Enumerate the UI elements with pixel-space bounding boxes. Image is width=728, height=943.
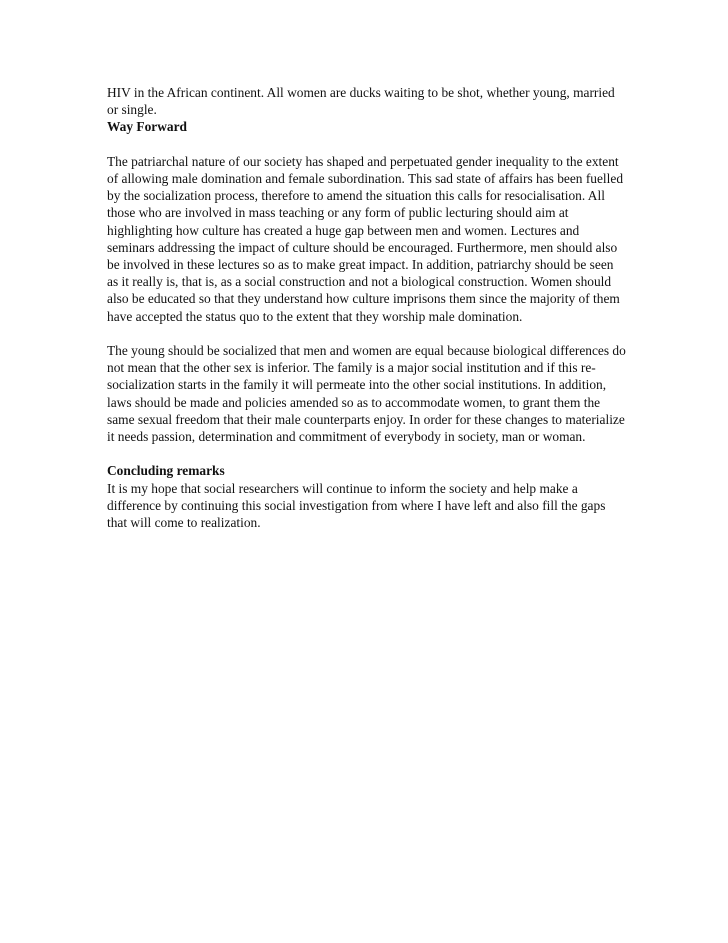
body-paragraph: The young should be socialized that men and women are equal because biological differences do not mean that the other sex is inferior. The family is a major social institution and if this re-socialization starts in the family it will permeate into the other social institutions. In addition, laws should be made and policies amended so as to accommodate women, to grant them the same sexual freedom that their male counterparts enjoy. In order for these changes to materialize it needs passion, determination and commitment of everybody in society, man or woman. xyxy=(107,343,626,445)
paragraph-spacer xyxy=(107,325,627,342)
intro-paragraph: HIV in the African continent. All women are ducks waiting to be shot, whether young, married or single. xyxy=(107,85,615,118)
body-paragraph: The patriarchal nature of our society has shaped and perpetuated gender inequality to the extent of allowing male domination and female subordination. This sad state of affairs has been fuelled by the socialization process, therefore to amend the situation this calls for resocialisation. All those who are involved in mass teaching or any form of public lecturing should aim at highlighting how culture has created a huge gap between men and women. Lectures and seminars addressing the impact of culture should be encouraged. Furthermore, men should also be involved in these lectures so as to make great impact. In addition, patriarchy should be seen as it really is, that is, as a social construction and not a biological construction. Women should also be educated so that they understand how culture imprisons them since the majority of them have accepted the status quo to the extent that they worship male domination. xyxy=(107,153,624,324)
section-heading-concluding-remarks: Concluding remarks xyxy=(107,463,225,479)
concluding-paragraph: It is my hope that social researchers will continue to inform the society and help make a difference by continuing this social investigation from where I have left and also fill the gaps that will come to realization. xyxy=(107,480,606,531)
document-page xyxy=(107,84,627,531)
section-heading-way-forward: Way Forward xyxy=(107,119,187,135)
paragraph-spacer xyxy=(107,445,627,462)
paragraph-spacer xyxy=(107,136,627,153)
